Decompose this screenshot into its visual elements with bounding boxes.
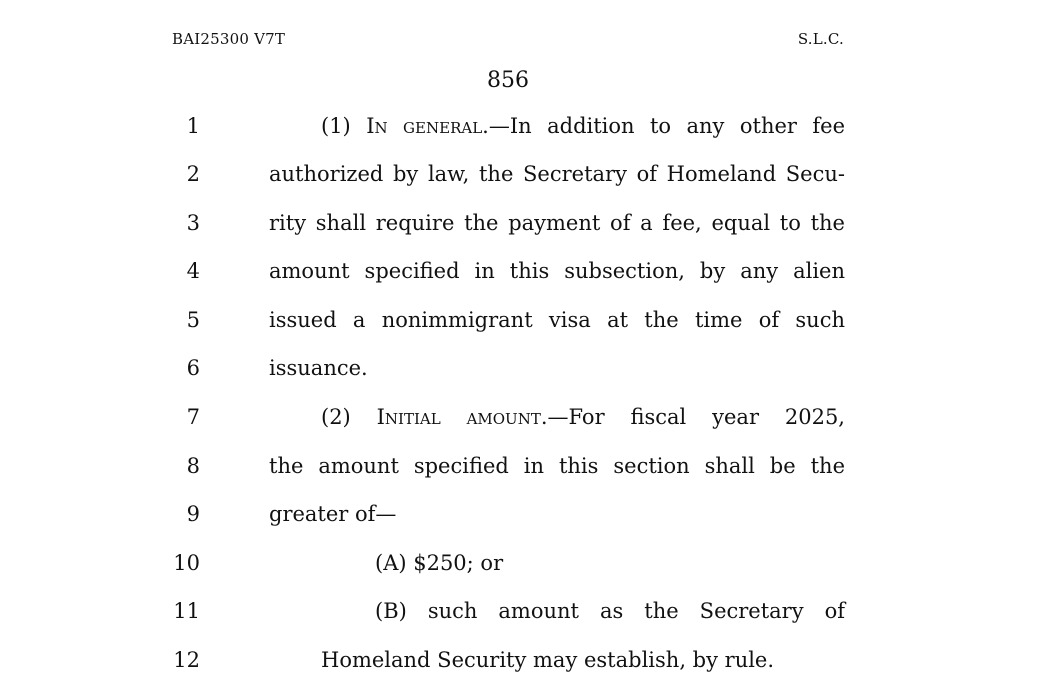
line-text: the amount specified in this section shall be the — [269, 454, 845, 478]
line-text: Homeland Security may establish, by rule. — [321, 648, 775, 672]
text-line-3 — [0, 209, 1058, 239]
line-text — [321, 114, 845, 138]
text-line-11 — [0, 597, 1058, 627]
office-code: S.L.C. — [797, 30, 844, 48]
paragraph-text: .—In addition to any other fee — [482, 114, 845, 138]
paragraph-enumerator: (2) — [321, 405, 351, 429]
text-line-9 — [0, 500, 1058, 530]
line-number: 8 — [186, 454, 200, 478]
paragraph-enumerator: (1) — [321, 114, 351, 138]
paragraph-heading: Initial amount — [376, 405, 541, 429]
line-text: greater of— — [269, 502, 397, 526]
line-text: issuance. — [269, 356, 368, 380]
line-number: 10 — [173, 551, 200, 575]
line-text: issued a nonimmigrant visa at the time of such — [269, 308, 845, 332]
line-text: authorized by law, the Secretary of Homeland Secu- — [269, 162, 845, 186]
text-line-12 — [0, 646, 1058, 676]
page-number: 856 — [487, 68, 529, 93]
line-number: 3 — [186, 211, 200, 235]
line-text: (A) $250; or — [375, 551, 504, 575]
line-number: 11 — [173, 599, 200, 623]
text-line-4 — [0, 257, 1058, 287]
line-number: 12 — [173, 648, 200, 672]
text-line-8 — [0, 452, 1058, 482]
line-text: rity shall require the payment of a fee, equal to the — [269, 211, 845, 235]
document-id: BAI25300 V7T — [172, 30, 286, 48]
text-line-5 — [0, 306, 1058, 336]
text-line-6 — [0, 354, 1058, 384]
paragraph-text: .—For fiscal year 2025, — [540, 405, 845, 429]
line-number: 4 — [186, 259, 200, 283]
line-number: 1 — [186, 114, 200, 138]
line-number: 5 — [186, 308, 200, 332]
line-number: 9 — [186, 502, 200, 526]
line-number: 7 — [186, 405, 200, 429]
line-number: 2 — [186, 162, 200, 186]
text-line-10 — [0, 549, 1058, 579]
text-line-2 — [0, 160, 1058, 190]
paragraph-heading: In general — [366, 114, 483, 138]
line-text: (B) such amount as the Secretary of — [375, 599, 845, 623]
line-text: amount specified in this subsection, by any alien — [269, 259, 845, 283]
line-text — [321, 405, 845, 429]
text-line-1 — [0, 112, 1058, 142]
line-number: 6 — [186, 356, 200, 380]
text-line-7 — [0, 403, 1058, 433]
